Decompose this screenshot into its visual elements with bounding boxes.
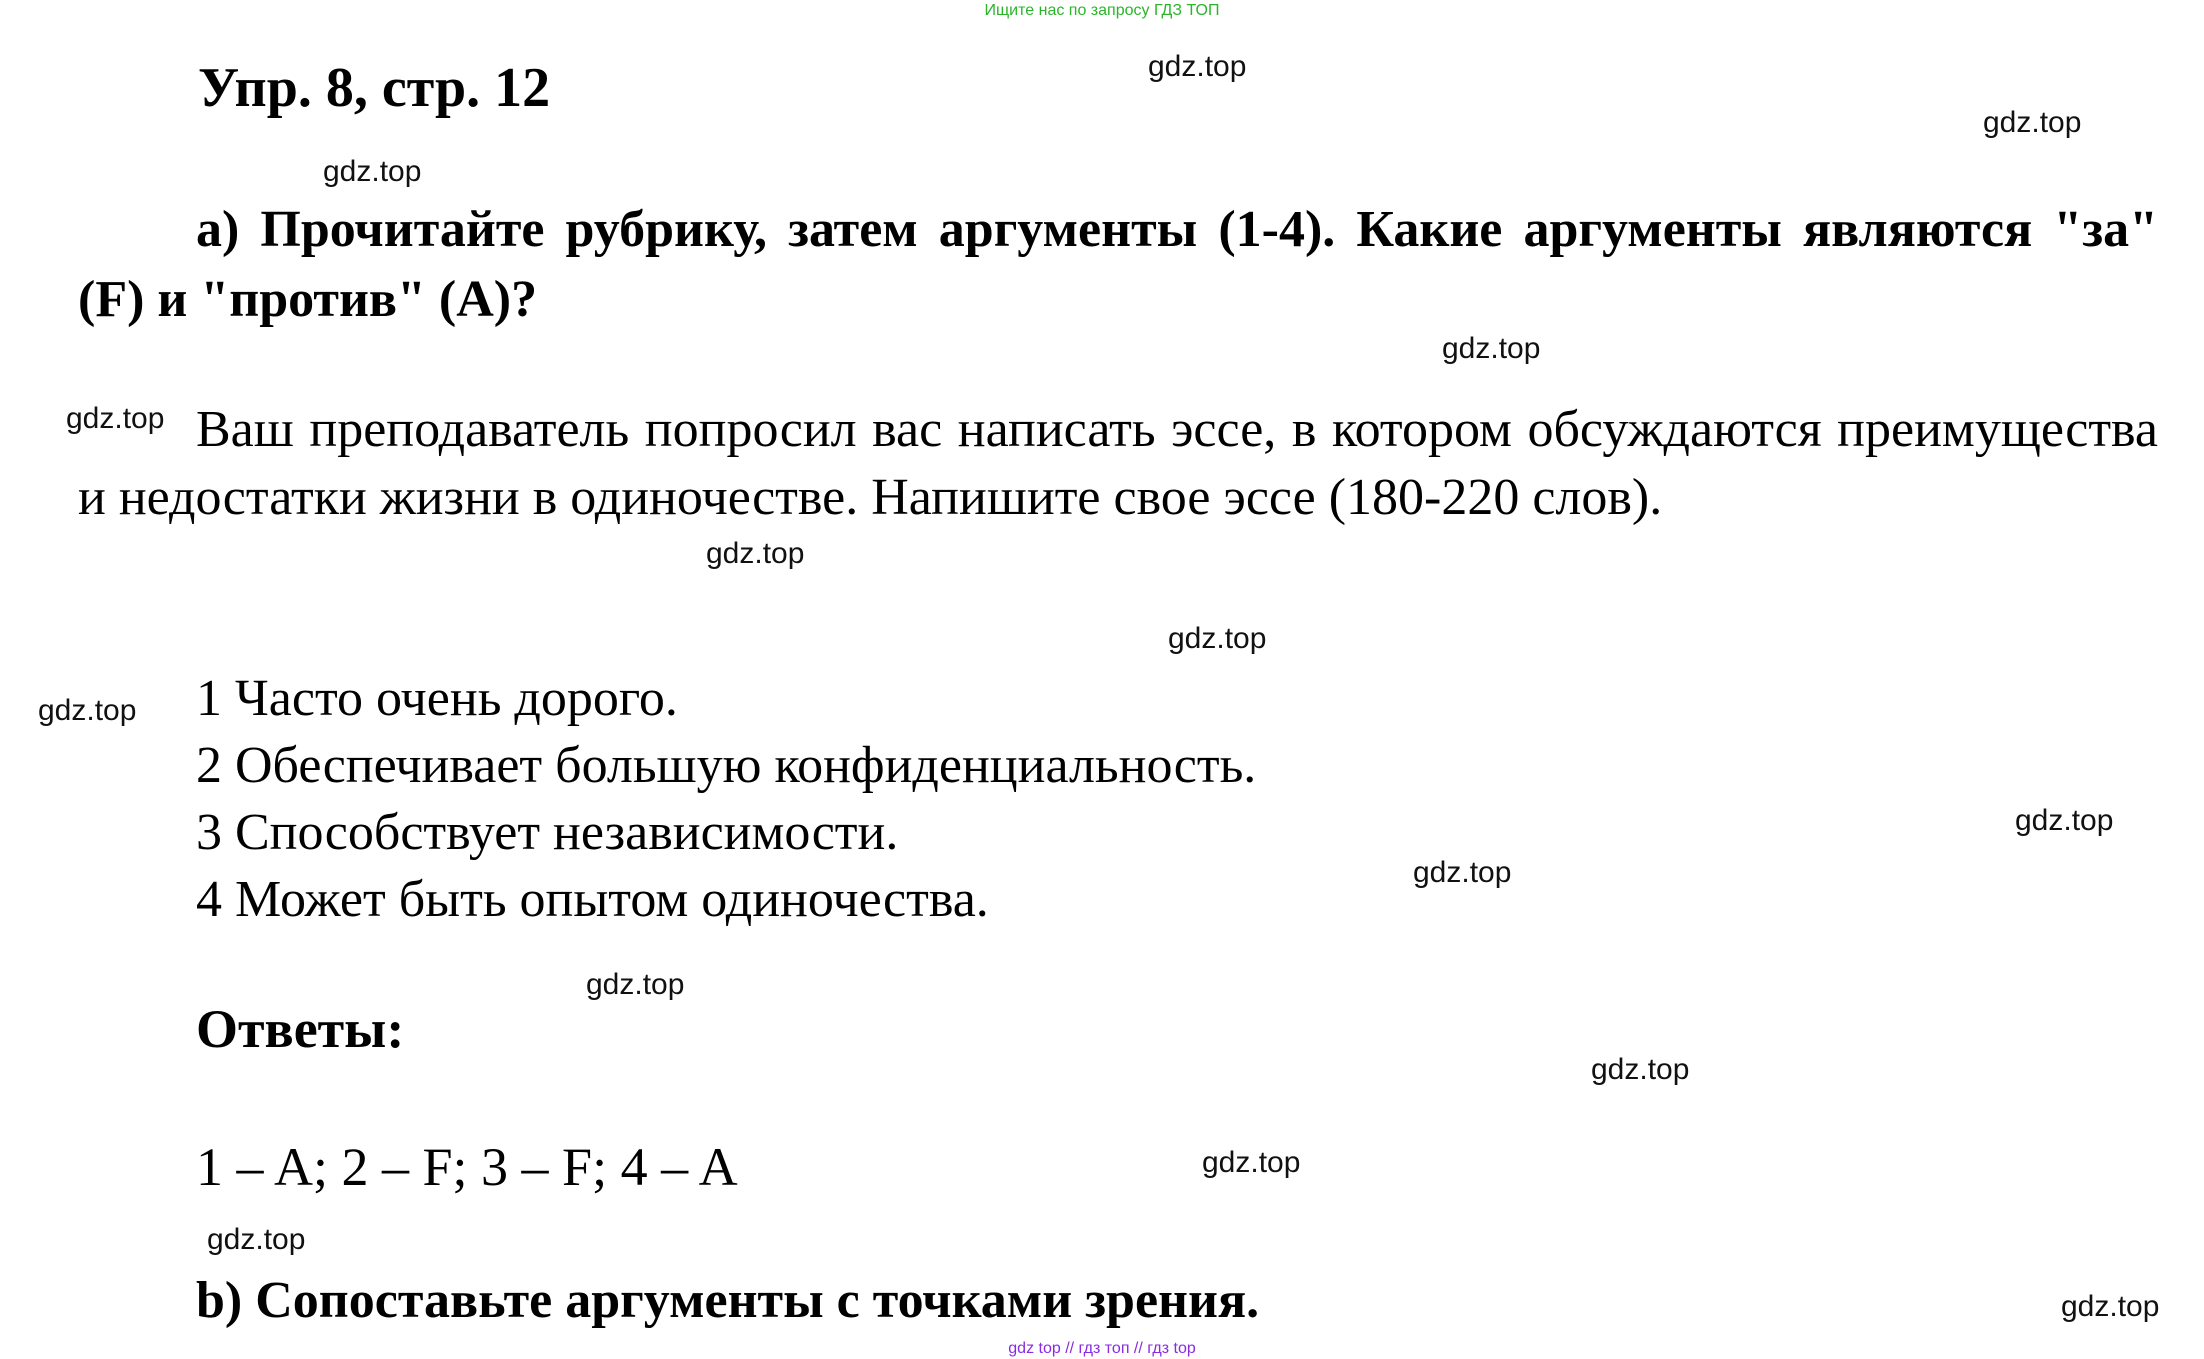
watermark: gdz.top <box>2015 804 2114 837</box>
watermark: gdz.top <box>323 155 422 188</box>
watermark: gdz.top <box>706 537 805 570</box>
watermark: gdz.top <box>1148 50 1247 83</box>
answers-text: 1 – A; 2 – F; 3 – F; 4 – A <box>196 1137 738 1197</box>
watermark: gdz.top <box>66 402 165 435</box>
watermark: gdz.top <box>1442 332 1541 365</box>
watermark: gdz.top <box>1591 1053 1690 1086</box>
watermark: gdz.top <box>207 1223 306 1256</box>
task-b-instruction: b) Сопоставьте аргументы с точками зрения. <box>196 1272 1260 1329</box>
watermark: gdz.top <box>2061 1290 2160 1323</box>
watermark: gdz.top <box>1413 856 1512 889</box>
arguments-list <box>196 665 1256 933</box>
watermark: gdz.top <box>1168 622 1267 655</box>
top-banner: Ищите нас по запросу ГДЗ ТОП <box>984 2 1220 19</box>
argument-item: 2 Обеспечивает большую конфиденциальность. <box>196 737 1257 794</box>
argument-item: 4 Может быть опытом одиночества. <box>196 871 989 928</box>
argument-item: 1 Часто очень дорого. <box>196 670 678 727</box>
watermark: gdz.top <box>1983 106 2082 139</box>
essay-prompt: Ваш преподаватель попросил вас написать эссе, в котором обсуждаются преимущества и недостатки жизни в одиночестве. Напишите свое эссе (180-220 слов). <box>78 401 2158 526</box>
task-a-instruction: а) Прочитайте рубрику, затем аргументы (1-4). Какие аргументы являются "за" (F) и "против" (A)? <box>78 201 2158 328</box>
page-title: Упр. 8, стр. 12 <box>198 57 551 119</box>
watermark: gdz.top <box>1202 1146 1301 1179</box>
watermark: gdz.top <box>38 694 137 727</box>
answers-heading: Ответы: <box>196 999 405 1059</box>
watermark: gdz.top <box>586 968 685 1001</box>
argument-item: 3 Способствует независимости. <box>196 804 899 861</box>
bottom-banner: gdz top // гдз топ // гдз top <box>1008 1340 1196 1357</box>
